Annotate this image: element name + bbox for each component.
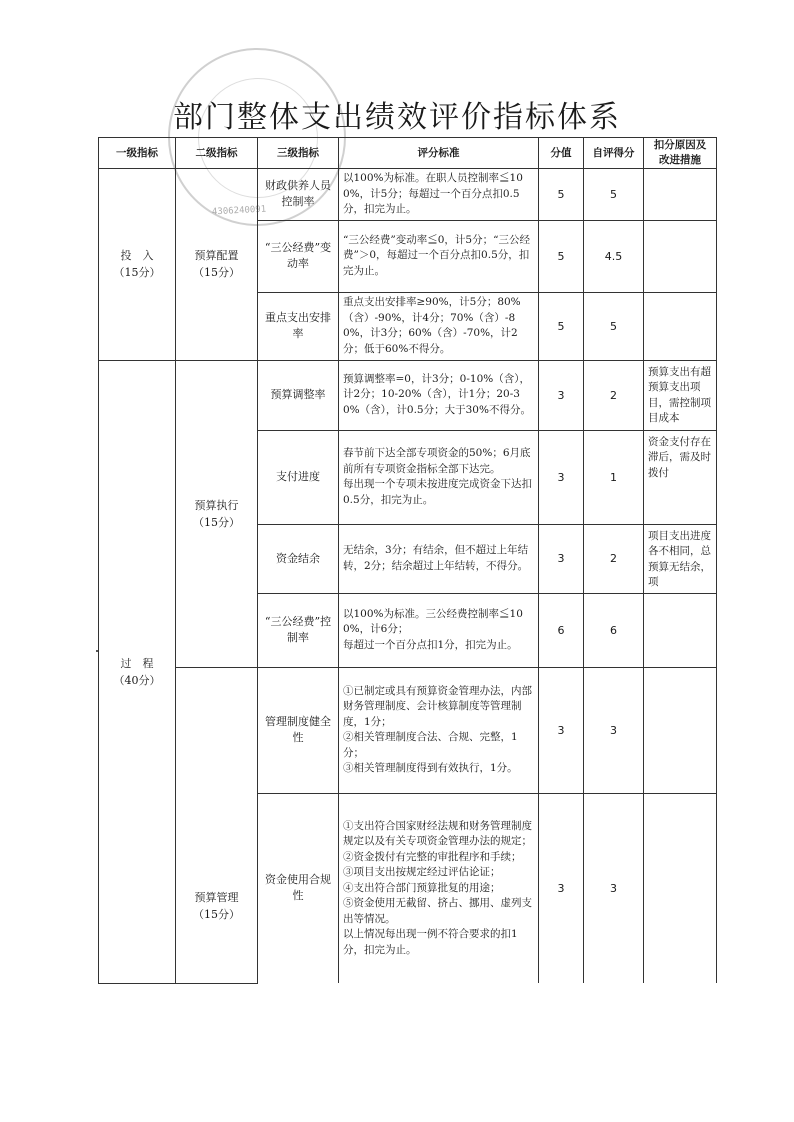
scoring-standard: 重点支出安排率≥90%，计5分；80%（含）-90%，计4分；70%（含）-80%，计3分；60%（含）-70%，计2分；低于60%不得分。 <box>339 292 539 360</box>
level3-indicator: “三公经费”变动率 <box>258 220 339 292</box>
self-score: 3 <box>584 667 644 793</box>
table-row <box>99 667 717 793</box>
scoring-standard-line: ②资金拨付有完整的审批程序和手续； <box>343 850 522 863</box>
self-score: 6 <box>584 593 644 667</box>
deduction-reason <box>644 220 717 292</box>
header-reason-line2: 改进措施 <box>659 154 701 166</box>
level2-budget-execution-name: 预算执行 <box>194 498 239 512</box>
level3-indicator: 资金使用合规性 <box>258 793 339 983</box>
scoring-standard: 无结余，3分；有结余，但不超过上年结转，2分；结余超过上年结转，不得分。 <box>339 524 539 593</box>
scoring-standard-line: 每出现一个专项未按进度完成资金下达扣0.5分，扣完为止。 <box>343 478 532 506</box>
level1-input-weight: （15分） <box>113 266 161 280</box>
level3-indicator: “三公经费”控制率 <box>258 593 339 667</box>
score-value: 3 <box>539 430 584 524</box>
scoring-standard <box>339 667 539 793</box>
level3-indicator: 财政供养人员控制率 <box>258 169 339 221</box>
scoring-standard-line: 以上情况每出现一例不符合要求的扣1分，扣完为止。 <box>343 928 518 956</box>
deduction-reason: 项目支出进度各不相同，总预算无结余，项 <box>644 524 717 593</box>
self-score: 2 <box>584 360 644 430</box>
seal-code: 4306240091 <box>211 204 267 218</box>
level1-input-name: 投 入 <box>120 249 154 263</box>
level1-process-name: 过 程 <box>120 656 154 670</box>
score-value: 3 <box>539 667 584 793</box>
header-level1: 一级指标 <box>99 138 176 169</box>
level1-process <box>99 360 176 983</box>
scoring-standard: 预算调整率=0，计3分；0-10%（含），计2分；10-20%（含），计1分；20-30%（含），计0.5分；大于30%不得分。 <box>339 360 539 430</box>
deduction-reason <box>644 292 717 360</box>
header-level2: 二级指标 <box>176 138 258 169</box>
self-score: 1 <box>584 430 644 524</box>
self-score: 3 <box>584 793 644 983</box>
scoring-standard-line: ①已制定或具有预算资金管理办法，内部财务管理制度、会计核算制度等管理制度，1分； <box>343 684 532 728</box>
score-value: 3 <box>539 524 584 593</box>
scoring-standard: “三公经费”变动率≦0，计5分；“三公经费”＞0，每超过一个百分点扣0.5分，扣完为止。 <box>339 220 539 292</box>
deduction-reason: 资金支付存在滞后，需及时拨付 <box>644 430 717 524</box>
header-standard: 评分标准 <box>339 138 539 169</box>
score-value: 6 <box>539 593 584 667</box>
self-score: 2 <box>584 524 644 593</box>
self-score: 4.5 <box>584 220 644 292</box>
score-value: 5 <box>539 220 584 292</box>
scoring-standard-line: ③相关管理制度得到有效执行，1分。 <box>343 762 518 774</box>
level2-budget-config-name: 预算配置 <box>194 249 239 263</box>
header-reason-line1: 扣分原因及 <box>653 139 707 151</box>
indicator-table <box>98 137 717 984</box>
scoring-standard-line: 春节前下达全部专项资金的50%；6月底前所有专项资金指标全部下达完。 <box>343 447 531 475</box>
level3-indicator: 支付进度 <box>258 430 339 524</box>
level2-budget-execution-weight: （15分） <box>193 515 240 529</box>
header-level3: 三级指标 <box>258 138 339 169</box>
level2-budget-management-weight: （15分） <box>193 907 240 921</box>
level2-budget-config-weight: （15分） <box>193 266 240 280</box>
level3-indicator: 管理制度健全性 <box>258 667 339 793</box>
deduction-reason <box>644 667 717 793</box>
level2-budget-execution <box>176 360 258 667</box>
scoring-standard <box>339 793 539 983</box>
score-value: 3 <box>539 360 584 430</box>
header-reason <box>644 138 717 169</box>
level3-indicator: 资金结余 <box>258 524 339 593</box>
deduction-reason <box>644 169 717 221</box>
scoring-standard-line: ①支出符合国家财经法规和财务管理制度规定以及有关专项资金管理办法的规定； <box>343 819 532 847</box>
scoring-standard <box>339 430 539 524</box>
level1-process-weight: （40分） <box>113 673 161 687</box>
scoring-standard-line: ④支出符合部门预算批复的用途； <box>343 881 501 894</box>
scoring-standard-line: ⑤资金使用无截留、挤占、挪用、虚列支出等情况。 <box>343 897 532 925</box>
deduction-reason: 预算支出有超预算支出项目，需控制项目成本 <box>644 360 717 430</box>
table-row <box>99 169 717 221</box>
table-header-row <box>99 138 717 169</box>
scoring-standard <box>339 593 539 667</box>
scoring-standard-line: ②相关管理制度合法、合规、完整，1分； <box>343 731 518 759</box>
scoring-standard-line: ③项目支出按规定经过评估论证； <box>343 866 501 878</box>
score-value: 3 <box>539 793 584 983</box>
score-value: 5 <box>539 169 584 221</box>
scoring-standard-line: 以100%为标准。三公经费控制率≦100%，计6分； <box>343 607 523 636</box>
deduction-reason <box>644 793 717 983</box>
level2-budget-management <box>176 667 258 983</box>
header-self-score: 自评得分 <box>584 138 644 169</box>
self-score: 5 <box>584 292 644 360</box>
scoring-standard-line: 每超过一个百分点扣1分，扣完为止。 <box>343 638 518 651</box>
level3-indicator: 预算调整率 <box>258 360 339 430</box>
score-value: 5 <box>539 292 584 360</box>
scoring-standard: 以100%为标准。在职人员控制率≦100%，计5分；每超过一个百分点扣0.5分，扣完为止。 <box>339 169 539 221</box>
deduction-reason <box>644 593 717 667</box>
level2-budget-config <box>176 169 258 361</box>
level1-input <box>99 169 176 361</box>
page-title: 部门整体支出绩效评价指标体系 <box>173 100 621 135</box>
self-score: 5 <box>584 169 644 221</box>
level3-indicator: 重点支出安排率 <box>258 292 339 360</box>
table-row <box>99 360 717 430</box>
level2-budget-management-name: 预算管理 <box>194 890 239 904</box>
header-score: 分值 <box>539 138 584 169</box>
